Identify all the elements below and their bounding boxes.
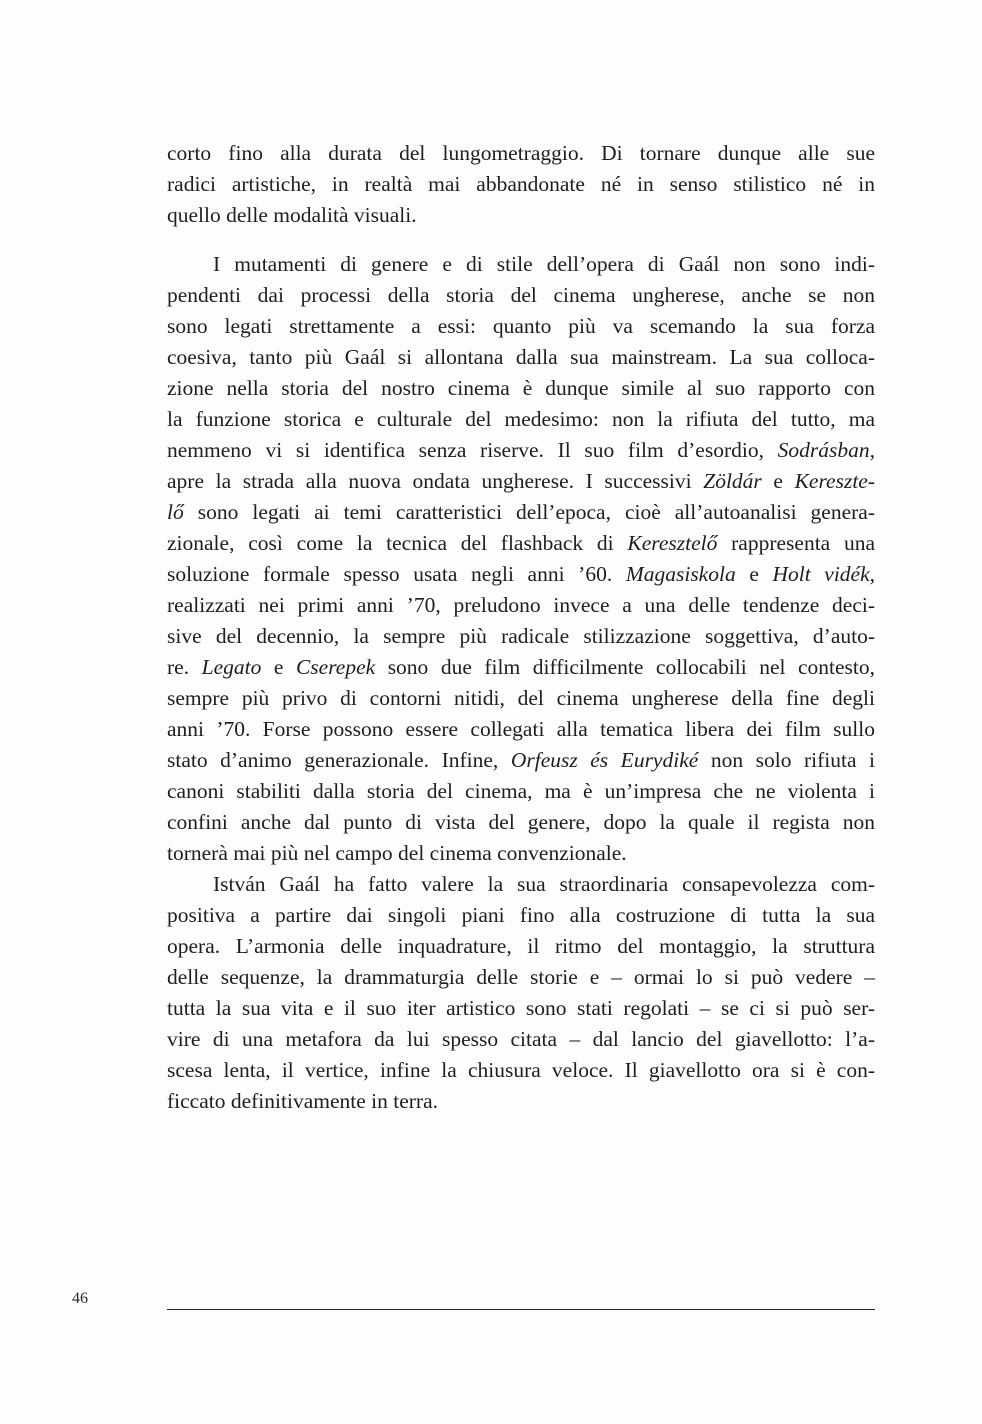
line-text: e	[773, 469, 783, 493]
text-line: canoni stabiliti dalla storia del cinema, ma è un’impresa che ne violenta i	[167, 779, 875, 803]
text-line	[167, 745, 875, 776]
line-text: soluzione formale spesso usata negli anni ’60.	[167, 562, 613, 586]
body-text	[167, 249, 875, 1117]
text-line: István Gaál ha fatto valere la sua straordinaria consapevolezza com-	[213, 872, 875, 896]
text-line: anni ’70. Forse possono essere collegati alla tematica libera dei film sullo	[167, 717, 875, 741]
line-text: e	[273, 655, 284, 679]
paragraph-gaal-legacy	[167, 869, 875, 1117]
text-line: sive del decennio, la sempre più radicale stilizzazione soggettiva, d’auto-	[167, 624, 875, 648]
text-line: ficcato definitivamente in terra.	[167, 1089, 439, 1113]
line-text: apre la strada alla nuova ondata ungherese. I successivi	[167, 469, 692, 493]
line-text: rappresenta una	[731, 531, 875, 555]
text-line	[167, 652, 875, 683]
text-line: scesa lenta, il vertice, infine la chiusura veloce. Il giavellotto ora si è con-	[167, 1058, 875, 1082]
text-line: opera. L’armonia delle inquadrature, il ritmo del montaggio, la struttura	[167, 934, 875, 958]
film-title: Zöldár	[703, 469, 762, 493]
text-line: delle sequenze, la drammaturgia delle storie e – ormai lo si può vedere –	[167, 965, 875, 989]
film-title: Holt vidék,	[772, 562, 876, 586]
film-title: Kereszte-	[794, 469, 875, 493]
text-line	[167, 466, 875, 497]
text-line: confini anche dal punto di vista del genere, dopo la quale il regista non	[167, 810, 875, 834]
film-title: Magasiskola	[625, 562, 736, 586]
text-line	[167, 435, 875, 466]
text-line: la funzione storica e culturale del medesimo: non la rifiuta del tutto, ma	[167, 407, 875, 431]
page-number: 46	[72, 1290, 88, 1307]
line-text: re.	[167, 655, 190, 679]
film-title: Keresztelő	[627, 531, 718, 555]
line-text: e	[749, 562, 759, 586]
line-text: sono due film difficilmente collocabili nel contesto,	[387, 655, 876, 679]
text-line: pendenti dai processi della storia del cinema ungherese, anche se non	[167, 283, 875, 307]
film-title: lő	[167, 500, 184, 524]
film-title: Orfeusz és Eurydiké	[510, 748, 699, 772]
line-text: non solo rifiuta i	[710, 748, 876, 772]
text-line: corto fino alla durata del lungometraggio. Di tornare dunque alle sue	[167, 141, 875, 165]
line-text: nemmeno vi si identifica senza riserve. Il suo film d’esordio,	[167, 438, 764, 462]
text-line: sempre più privo di contorni nitidi, del cinema ungherese della fine degli	[167, 686, 875, 710]
text-line: coesiva, tanto più Gaál si allontana dalla sua mainstream. La sua colloca-	[167, 345, 875, 369]
text-line	[167, 497, 875, 528]
text-line: I mutamenti di genere e di stile dell’opera di Gaál non sono indi-	[213, 252, 875, 276]
line-text: stato d’animo generazionale. Infine,	[167, 748, 499, 772]
film-title: Cserepek	[295, 655, 376, 679]
text-line	[167, 559, 875, 590]
text-line: radici artistiche, in realtà mai abbandonate né in senso stilistico né in	[167, 172, 875, 196]
text-line: tornerà mai più nel campo del cinema convenzionale.	[167, 841, 627, 865]
film-title: Sodrásban,	[777, 438, 876, 462]
film-title: Legato	[201, 655, 262, 679]
text-line: sono legati strettamente a essi: quanto più va scemando la sua forza	[167, 314, 875, 338]
paragraph-film-genres	[167, 249, 875, 869]
text-line: zione nella storia del nostro cinema è dunque simile al suo rapporto con	[167, 376, 875, 400]
text-line: vire di una metafora da lui spesso citata – dal lancio del giavellotto: l’a-	[167, 1027, 875, 1051]
line-text: sono legati ai temi caratteristici dell’epoca, cioè all’autoanalisi genera-	[197, 500, 875, 524]
line-text: zionale, così come la tecnica del flashback di	[167, 531, 614, 555]
paragraph-continued	[167, 138, 875, 231]
text-line: realizzati nei primi anni ’70, preludono invece a una delle tendenze deci-	[167, 593, 875, 617]
text-line	[167, 528, 875, 559]
footer-rule	[167, 1309, 875, 1310]
text-line: positiva a partire dai singoli piani fino alla costruzione di tutta la sua	[167, 903, 875, 927]
text-line: tutta la sua vita e il suo iter artistico sono stati regolati – se ci si può ser-	[167, 996, 875, 1020]
text-line: quello delle modalità visuali.	[167, 203, 417, 227]
